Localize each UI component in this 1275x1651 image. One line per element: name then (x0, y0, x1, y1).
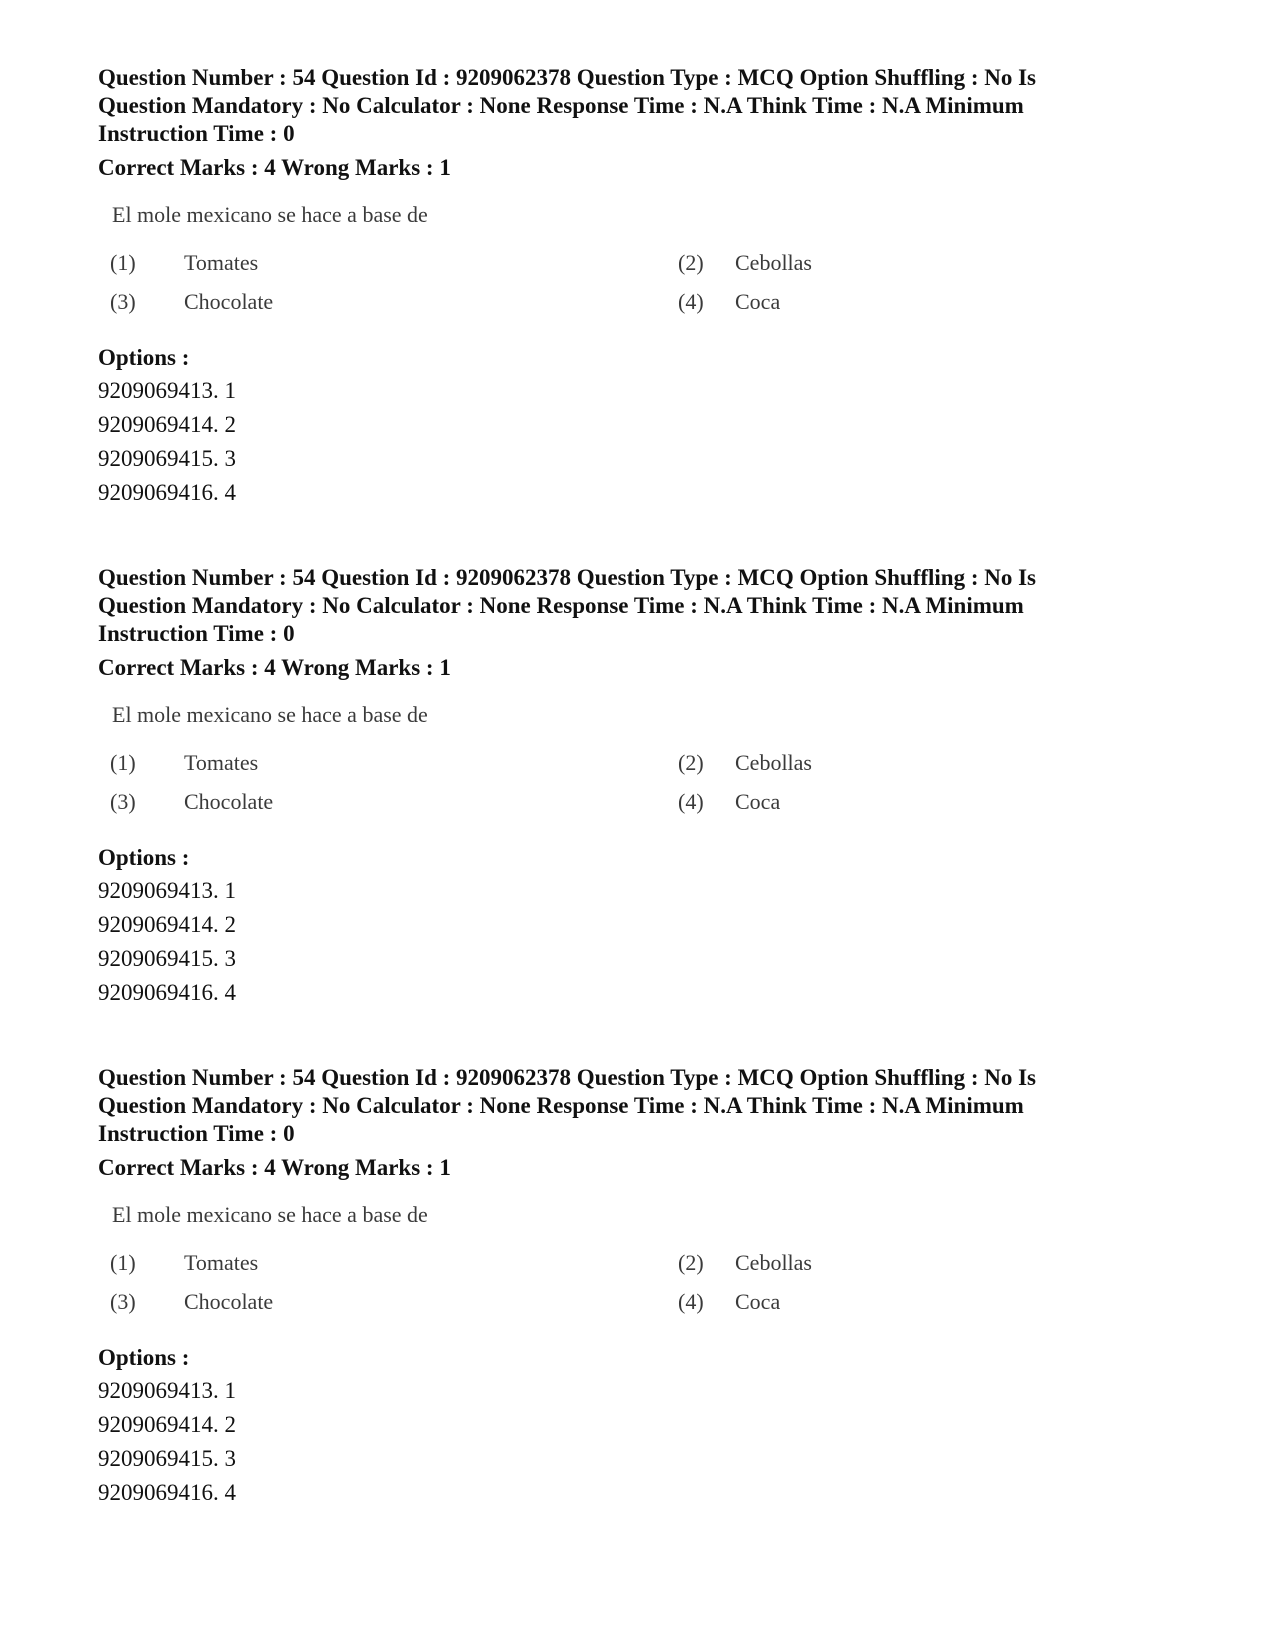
question-block (98, 1064, 1178, 1510)
choice-text: Chocolate (184, 1289, 274, 1314)
option-item: 9209069413. 1 (98, 378, 236, 403)
option-item: 9209069416. 4 (98, 480, 236, 505)
question-meta-line: Question Mandatory : No Calculator : None Response Time : N.A Think Time : N.A Minimum (98, 1093, 1024, 1118)
choice-number: (1) (110, 250, 136, 275)
options-label: Options : (98, 1345, 190, 1370)
option-item: 9209069414. 2 (98, 912, 236, 937)
option-item: 9209069413. 1 (98, 1378, 236, 1403)
question-meta-line: Question Number : 54 Question Id : 9209062378 Question Type : MCQ Option Shuffling : No Is (98, 565, 1037, 590)
choice-text: Coca (735, 789, 781, 814)
question-stem: El mole mexicano se hace a base de (112, 1202, 428, 1227)
choice-text: Tomates (184, 1250, 259, 1275)
choice-text: Cebollas (735, 1250, 812, 1275)
question-meta-line: Question Number : 54 Question Id : 9209062378 Question Type : MCQ Option Shuffling : No Is (98, 1065, 1037, 1090)
choice-number: (4) (678, 289, 704, 314)
choice-number: (3) (110, 289, 136, 314)
options-label: Options : (98, 845, 190, 870)
question-meta-line: Question Mandatory : No Calculator : None Response Time : N.A Think Time : N.A Minimum (98, 593, 1024, 618)
choice-number: (3) (110, 1289, 136, 1314)
choice-number: (2) (678, 250, 704, 275)
options-list (98, 1374, 1178, 1510)
question-image (98, 702, 1178, 822)
question-marks: Correct Marks : 4 Wrong Marks : 1 (98, 655, 451, 680)
choice-text: Coca (735, 1289, 781, 1314)
choice-number: (3) (110, 789, 136, 814)
choice-text: Chocolate (184, 289, 274, 314)
question-marks: Correct Marks : 4 Wrong Marks : 1 (98, 1155, 451, 1180)
options-label: Options : (98, 345, 190, 370)
option-item: 9209069415. 3 (98, 446, 236, 471)
choice-text: Coca (735, 289, 781, 314)
option-item: 9209069415. 3 (98, 1446, 236, 1471)
question-meta-line: Instruction Time : 0 (98, 121, 295, 146)
options-list (98, 874, 1178, 1010)
question-meta (98, 1064, 1178, 1148)
option-item: 9209069414. 2 (98, 1412, 236, 1437)
question-marks: Correct Marks : 4 Wrong Marks : 1 (98, 155, 451, 180)
question-image (98, 202, 1178, 322)
choice-number: (1) (110, 1250, 136, 1275)
question-block (98, 64, 1178, 510)
option-item: 9209069415. 3 (98, 946, 236, 971)
question-meta-line: Instruction Time : 0 (98, 1121, 295, 1146)
choice-text: Cebollas (735, 250, 812, 275)
option-item: 9209069414. 2 (98, 412, 236, 437)
choice-text: Cebollas (735, 750, 812, 775)
question-stem: El mole mexicano se hace a base de (112, 702, 428, 727)
choice-number: (4) (678, 1289, 704, 1314)
choice-text: Tomates (184, 750, 259, 775)
choice-number: (2) (678, 1250, 704, 1275)
question-block (98, 564, 1178, 1010)
question-stem: El mole mexicano se hace a base de (112, 202, 428, 227)
option-item: 9209069416. 4 (98, 1480, 236, 1505)
choice-text: Tomates (184, 250, 259, 275)
option-item: 9209069413. 1 (98, 878, 236, 903)
option-item: 9209069416. 4 (98, 980, 236, 1005)
choice-text: Chocolate (184, 789, 274, 814)
options-list (98, 374, 1178, 510)
question-meta-line: Question Number : 54 Question Id : 9209062378 Question Type : MCQ Option Shuffling : No Is (98, 65, 1037, 90)
choice-number: (1) (110, 750, 136, 775)
question-meta (98, 64, 1178, 148)
question-image (98, 1202, 1178, 1322)
choice-number: (4) (678, 789, 704, 814)
question-meta-line: Question Mandatory : No Calculator : None Response Time : N.A Think Time : N.A Minimum (98, 93, 1024, 118)
question-meta-line: Instruction Time : 0 (98, 621, 295, 646)
choice-number: (2) (678, 750, 704, 775)
question-meta (98, 564, 1178, 648)
